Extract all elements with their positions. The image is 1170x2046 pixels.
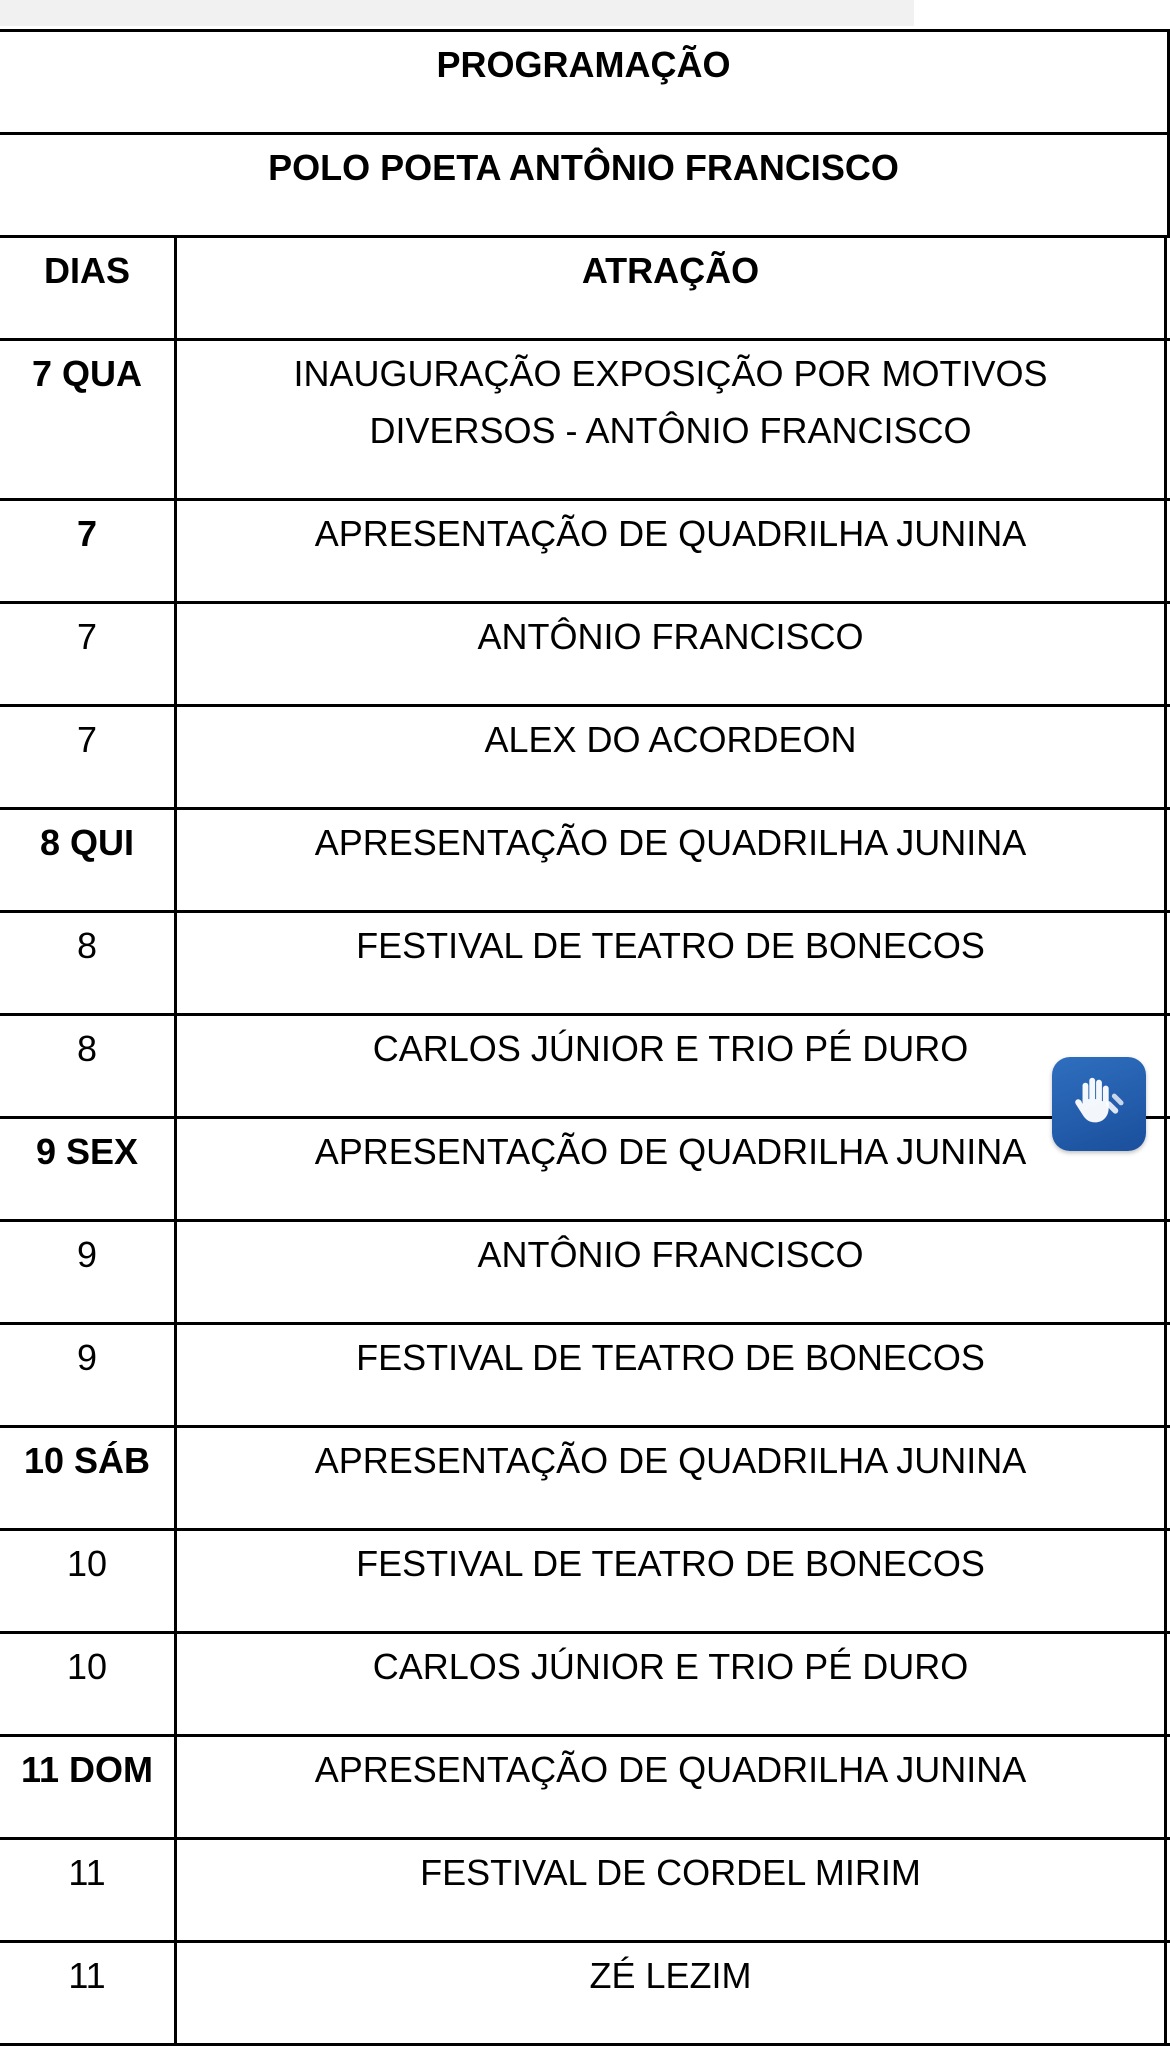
table-row (0, 1016, 1170, 1119)
table-title-row (0, 32, 1170, 135)
browser-top-bar (0, 0, 914, 26)
attraction-cell: CARLOS JÚNIOR E TRIO PÉ DURO (177, 1634, 1167, 1734)
attraction-cell: ALEX DO ACORDEON (177, 707, 1167, 807)
table-row (0, 1840, 1170, 1943)
table-row (0, 1119, 1170, 1222)
attraction-cell: FESTIVAL DE TEATRO DE BONECOS (177, 1325, 1167, 1425)
day-cell: 8 (0, 1016, 177, 1116)
day-cell: 11 (0, 1840, 177, 1940)
table-row (0, 1737, 1170, 1840)
table-row (0, 1634, 1170, 1737)
table-row (0, 604, 1170, 707)
attraction-cell: ANTÔNIO FRANCISCO (177, 1222, 1167, 1322)
attraction-cell: FESTIVAL DE CORDEL MIRIM (177, 1840, 1167, 1940)
table-row (0, 341, 1170, 501)
day-cell: 7 (0, 501, 177, 601)
table-row (0, 913, 1170, 1016)
attraction-cell: APRESENTAÇÃO DE QUADRILHA JUNINA (177, 1119, 1167, 1219)
day-cell: 10 (0, 1531, 177, 1631)
day-cell: 8 (0, 913, 177, 1013)
table-header-row (0, 238, 1170, 341)
day-cell: 11 DOM (0, 1737, 177, 1837)
attraction-cell: APRESENTAÇÃO DE QUADRILHA JUNINA (177, 1428, 1167, 1528)
table-row (0, 501, 1170, 604)
column-header-attraction: ATRAÇÃO (177, 238, 1167, 338)
sign-language-hands-icon (1068, 1073, 1130, 1135)
table-row (0, 1428, 1170, 1531)
day-cell: 10 (0, 1634, 177, 1734)
day-cell: 8 QUI (0, 810, 177, 910)
column-header-day: DIAS (0, 238, 177, 338)
table-row (0, 707, 1170, 810)
day-cell: 9 SEX (0, 1119, 177, 1219)
day-cell: 10 SÁB (0, 1428, 177, 1528)
attraction-cell: APRESENTAÇÃO DE QUADRILHA JUNINA (177, 810, 1167, 910)
table-row (0, 810, 1170, 913)
day-cell: 7 QUA (0, 341, 177, 498)
day-cell: 9 (0, 1222, 177, 1322)
day-cell: 9 (0, 1325, 177, 1425)
table-row (0, 1943, 1170, 2046)
attraction-cell: ZÉ LEZIM (177, 1943, 1167, 2043)
table-title: PROGRAMAÇÃO (436, 44, 731, 85)
accessibility-sign-language-button[interactable] (1052, 1057, 1146, 1151)
table-row (0, 1325, 1170, 1428)
attraction-cell: INAUGURAÇÃO EXPOSIÇÃO POR MOTIVOS DIVERSOS - ANTÔNIO FRANCISCO (177, 341, 1167, 498)
day-cell: 11 (0, 1943, 177, 2043)
table-subtitle-row (0, 135, 1170, 238)
attraction-cell: APRESENTAÇÃO DE QUADRILHA JUNINA (177, 1737, 1167, 1837)
table-subtitle: POLO POETA ANTÔNIO FRANCISCO (268, 147, 899, 188)
attraction-cell: CARLOS JÚNIOR E TRIO PÉ DURO (177, 1016, 1167, 1116)
schedule-table (0, 29, 1170, 2046)
attraction-cell: APRESENTAÇÃO DE QUADRILHA JUNINA (177, 501, 1167, 601)
day-cell: 7 (0, 707, 177, 807)
table-row (0, 1531, 1170, 1634)
attraction-cell: ANTÔNIO FRANCISCO (177, 604, 1167, 704)
table-row (0, 1222, 1170, 1325)
attraction-cell: FESTIVAL DE TEATRO DE BONECOS (177, 913, 1167, 1013)
attraction-cell: FESTIVAL DE TEATRO DE BONECOS (177, 1531, 1167, 1631)
day-cell: 7 (0, 604, 177, 704)
